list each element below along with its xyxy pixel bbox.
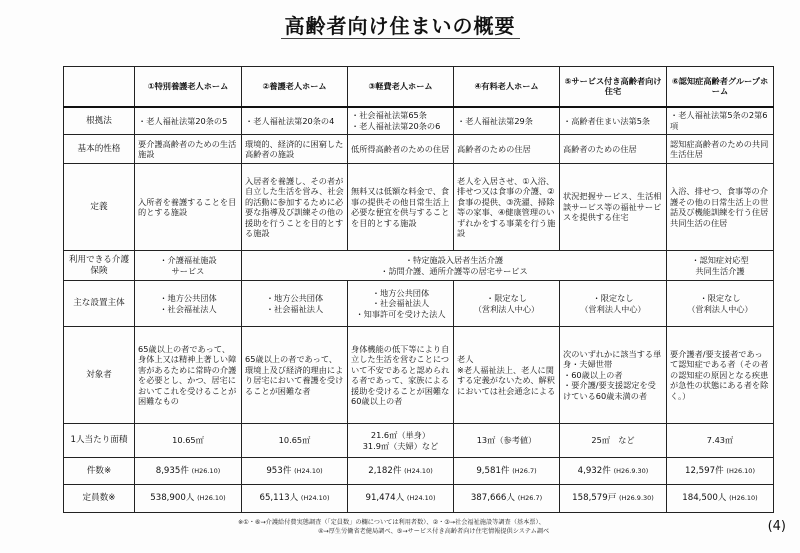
row-label: 根拠法 — [64, 107, 135, 135]
table-cell: 13㎡（参考値） — [454, 424, 560, 458]
table-cell: 入居者を養護し、その者が自立した生活を営み、社会的活動に参加するために必要な指導及び訓練その他の援助を行うことを目的とする施設 — [242, 164, 348, 251]
table-cell: ・限定なし （営利法人中心） — [667, 281, 774, 327]
table-cell: ・限定なし （営利法人中心） — [454, 281, 560, 327]
table-cell: ・老人福祉法第29条 — [454, 107, 560, 135]
table-cell: ・認知症対応型 共同生活介護 — [667, 251, 774, 281]
column-header: ②養護老人ホーム — [242, 67, 348, 107]
page-number: (4) — [767, 519, 786, 534]
table-cell: 高齢者のための住居 — [560, 135, 667, 164]
cell-value: 12,597件 — [685, 465, 724, 476]
table-cell: 21.6㎡（単身） 31.9㎡（夫婦）など — [348, 424, 454, 458]
cell-date: (H26.9.30) — [613, 466, 649, 475]
cell-value: 2,182件 — [368, 465, 402, 476]
column-header: ⑥認知症高齢者グループホーム — [667, 67, 774, 107]
table-cell — [242, 485, 348, 513]
table-cell: 身体機能の低下等により自立した生活を営むことについて不安であると認められる者であって、家族による援助を受けることが困難な60歳以上の者 — [348, 327, 454, 424]
table-cell: ・地方公共団体 ・社会福祉法人 — [242, 281, 348, 327]
cell-value: 538,900人 — [150, 493, 195, 504]
table-cell: ・社会福祉法第65条 ・老人福祉法第20条の6 — [348, 107, 454, 135]
table-cell: 次のいずれかに該当する単身・夫婦世帯 ・60歳以上の者 ・要介護/要支援認定を受けている60歳未満の者 — [560, 327, 667, 424]
cell-date: (H26.9.30) — [619, 494, 654, 503]
column-header: ③軽費老人ホーム — [348, 67, 454, 107]
table-cell — [667, 458, 774, 485]
table-cell: 無料又は低額な料金で、食事の提供その他日常生活上必要な便宜を供与することを目的とする施設 — [348, 164, 454, 251]
cell-value: 65,113人 — [259, 493, 299, 504]
cell-value: 953件 — [266, 465, 292, 476]
row-teiin — [64, 485, 774, 513]
footnote-line-2: ④→厚生労働省老健局調べ、⑤→サービス付き高齢者向け住宅情報提供システム調べ — [318, 527, 550, 535]
row-label: 定員数※ — [64, 485, 135, 513]
table-cell: 老人 ※老人福祉法上、老人に関する定義がないため、解釈においては社会通念による — [454, 327, 560, 424]
table-cell: ・高齢者住まい法第5条 — [560, 107, 667, 135]
table-cell: 環境的、経済的に困窮した高齢者の施設 — [242, 135, 348, 164]
table-cell: ・老人福祉法第5条の2第6項 — [667, 107, 774, 135]
table-cell — [348, 485, 454, 513]
row-label: 利用できる介護保険 — [64, 251, 135, 281]
table-cell: 状況把握サービス、生活相談サービス等の福祉サービスを提供する住宅 — [560, 164, 667, 251]
row-label: 件数※ — [64, 458, 135, 485]
row-label: 基本的性格 — [64, 135, 135, 164]
header-row — [64, 67, 774, 107]
row-hoken — [64, 251, 774, 281]
table-cell — [454, 485, 560, 513]
row-shutai — [64, 281, 774, 327]
footnote — [238, 519, 758, 536]
cell-value: 9,581件 — [476, 465, 510, 476]
row-label: 1人当たり面積 — [64, 424, 135, 458]
row-label: 定義 — [64, 164, 135, 251]
cell-value: 8,935件 — [155, 465, 189, 476]
cell-date: (H26.7) — [512, 466, 537, 475]
row-taisho — [64, 327, 774, 424]
row-konkyo — [64, 107, 774, 135]
footnote-line-1: ※①・⑥→介護給付費実態調査（「定員数」の欄については利用者数）、②・③→社会福祉施設等調査（基本票）、 — [238, 519, 545, 526]
table-cell: ・介護福祉施設 サービス — [135, 251, 242, 281]
table-cell: 10.65㎡ — [242, 424, 348, 458]
table-cell — [454, 458, 560, 485]
table-cell: 25㎡ など — [560, 424, 667, 458]
table-cell: 65歳以上の者であって、環境上及び経済的理由により居宅において養護を受けることが困難な者 — [242, 327, 348, 424]
table-cell: 10.65㎡ — [135, 424, 242, 458]
cell-value: 4,932件 — [577, 465, 611, 476]
table-cell: 入浴、排せつ、食事等の介護その他の日常生活上の世話及び機能訓練を行う住居共同生活の住居 — [667, 164, 774, 251]
row-label: 主な設置主体 — [64, 281, 135, 327]
table-cell — [135, 458, 242, 485]
cell-value: 387,666人 — [470, 493, 515, 504]
row-label: 対象者 — [64, 327, 135, 424]
table-cell: 要介護者/要支援者であって認知症である者（その者の認知症の原因となる疾患が急性の状態にある者を除く。） — [667, 327, 774, 424]
cell-date: (H24.10) — [406, 494, 436, 503]
table-cell: 低所得高齢者のための住居 — [348, 135, 454, 164]
table-cell: 7.43㎡ — [667, 424, 774, 458]
table-cell: ・地方公共団体 ・社会福祉法人 — [135, 281, 242, 327]
page-title: 高齢者向け住まいの概要 — [0, 10, 800, 39]
row-seikaku — [64, 135, 774, 164]
table-cell: ・老人福祉法第20条の5 — [135, 107, 242, 135]
table-cell — [135, 485, 242, 513]
cell-value: 91,474人 — [365, 493, 405, 504]
table-cell: 65歳以上の者であって、身体上又は精神上著しい障害があるために常時の介護を必要とし、かつ、居宅においてこれを受けることが困難なもの — [135, 327, 242, 424]
table-cell — [242, 458, 348, 485]
cell-value: 184,500人 — [682, 493, 727, 504]
table-cell-merged: ・特定施設入居者生活介護 ・訪問介護、通所介護等の居宅サービス — [242, 251, 667, 281]
table-cell: 老人を入居させ、①入浴、排せつ又は食事の介護、②食事の提供、③洗濯、掃除等の家事、④健康管理のいずれかをする事業を行う施設 — [454, 164, 560, 251]
table-cell — [348, 458, 454, 485]
table-cell: ・地方公共団体 ・社会福祉法人 ・知事許可を受けた法人 — [348, 281, 454, 327]
table-cell: 入所者を養護することを目的とする施設 — [135, 164, 242, 251]
cell-date: (H24.10) — [300, 494, 330, 503]
cell-date: (H24.10) — [404, 466, 433, 475]
table-cell — [560, 458, 667, 485]
row-teigi — [64, 164, 774, 251]
column-header: ①特別養護老人ホーム — [135, 67, 242, 107]
cell-date: (H26.7) — [517, 494, 543, 503]
table-cell — [560, 485, 667, 513]
corner-cell — [64, 67, 135, 107]
cell-date: (H26.10) — [726, 466, 755, 475]
table-cell — [667, 485, 774, 513]
column-header: ④有料老人ホーム — [454, 67, 560, 107]
row-kensu — [64, 458, 774, 485]
table-cell: 要介護高齢者のための生活施設 — [135, 135, 242, 164]
cell-value: 158,579戸 — [572, 493, 617, 504]
table-cell: 高齢者のための住居 — [454, 135, 560, 164]
column-header: ⑤サービス付き高齢者向け住宅 — [560, 67, 667, 107]
overview-table — [63, 66, 774, 513]
cell-date: (H26.10) — [191, 466, 221, 475]
table-cell: 認知症高齢者のための共同生活住居 — [667, 135, 774, 164]
row-menseki — [64, 424, 774, 458]
cell-date: (H24.10) — [294, 466, 323, 475]
cell-date: (H26.10) — [197, 494, 226, 503]
table-cell: ・老人福祉法第20条の4 — [242, 107, 348, 135]
table-cell: ・限定なし （営利法人中心） — [560, 281, 667, 327]
cell-date: (H26.10) — [729, 494, 758, 503]
